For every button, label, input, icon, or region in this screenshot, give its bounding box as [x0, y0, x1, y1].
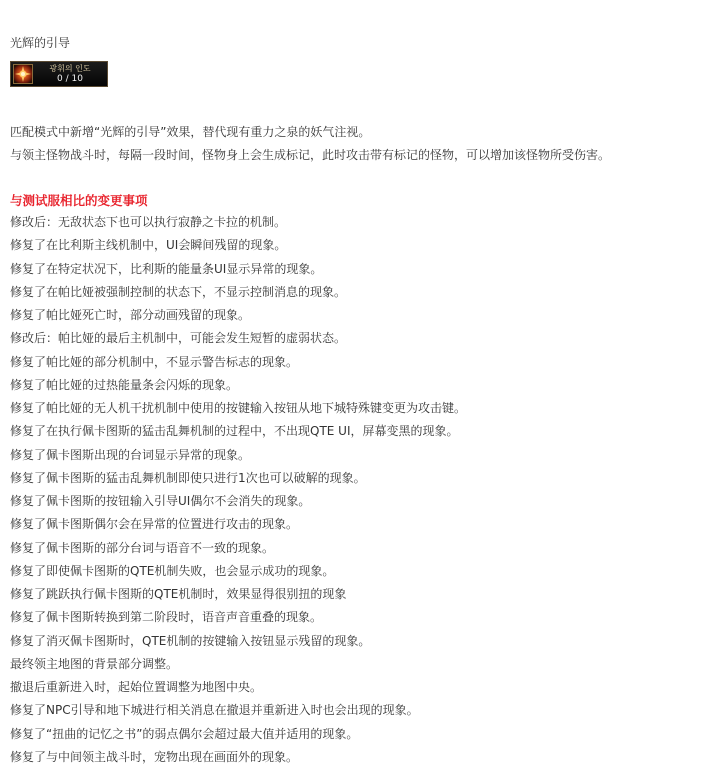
change-item: 最终领主地图的背景部分调整。 [10, 656, 179, 671]
change-item: 修复了与中间领主战斗时，宠物出现在画面外的现象。 [10, 749, 299, 764]
change-item: 撤退后重新进入时，起始位置调整为地图中央。 [10, 680, 263, 694]
change-item: 修复了佩卡图斯的部分台词与语音不一致的现象。 [10, 540, 275, 555]
change-item: 修复了在帕比娅被强制控制的状态下，不显示控制消息的现象。 [10, 284, 347, 299]
change-item: 修复了帕比娅的过热能量条会闪烁的现象。 [10, 377, 239, 392]
badge-label: 광휘의 인도 [49, 64, 91, 73]
change-item: 修复了在比利斯主线机制中，UI会瞬间残留的现象。 [10, 238, 287, 253]
change-item: 修复了佩卡图斯转换到第二阶段时，语音声音重叠的现象。 [10, 610, 323, 625]
guidance-badge [10, 61, 108, 87]
glowing-star-icon [13, 64, 33, 84]
change-item: 修复了帕比娅的部分机制中，不显示警告标志的现象。 [10, 354, 299, 369]
change-item: 修改后：帕比娅的最后主机制中，可能会发生短暂的虚弱状态。 [10, 331, 347, 346]
change-list [10, 213, 466, 771]
change-item: 修复了在特定状况下，比利斯的能量条UI显示异常的现象。 [10, 261, 323, 276]
change-item: 修复了即使佩卡图斯的QTE机制失败，也会显示成功的现象。 [10, 563, 335, 578]
change-item: 修复了佩卡图斯的猛击乱舞机制即使只进行1次也可以破解的现象。 [10, 470, 366, 485]
star-burst-glyph [14, 65, 32, 83]
change-item: 修复了帕比娅的无人机干扰机制中使用的按键输入按钮从地下城特殊键变更为攻击键。 [10, 401, 467, 415]
change-item: 修复了跳跃执行佩卡图斯的QTE机制时，效果显得很别扭的现象 [10, 587, 347, 601]
change-item: 修复了佩卡图斯出现的台词显示异常的现象。 [10, 447, 251, 462]
change-item: 修改后：无敌状态下也可以执行寂静之卡拉的机制。 [10, 215, 287, 229]
changes-heading: 与测试服相比的变更事项 [10, 193, 148, 208]
change-item: 修复了佩卡图斯偶尔会在异常的位置进行攻击的现象。 [10, 517, 299, 532]
badge-count: 0 / 10 [57, 74, 83, 84]
change-item: 修复了佩卡图斯的按钮输入引导UI偶尔不会消失的现象。 [10, 494, 311, 508]
intro-line: 匹配模式中新增“光辉的引导”效果，替代现有重力之泉的妖气注视。 [10, 125, 371, 139]
change-item: 修复了“扭曲的记忆之书”的弱点偶尔会超过最大值并适用的现象。 [10, 726, 359, 741]
change-item: 修复了在执行佩卡图斯的猛击乱舞机制的过程中，不出现QTE UI，屏幕变黑的现象。 [10, 424, 459, 439]
intro-line: 与领主怪物战斗时，每隔一段时间，怪物身上会生成标记，此时攻击带有标记的怪物，可以增加该怪物所受伤害。 [10, 148, 611, 162]
section-title: 光辉的引导 [10, 36, 71, 50]
change-item: 修复了帕比娅死亡时，部分动画残留的现象。 [10, 308, 251, 322]
change-item: 修复了消灭佩卡图斯时，QTE机制的按键输入按钮显示残留的现象。 [10, 633, 371, 648]
change-item: 修复了NPC引导和地下城进行相关消息在撤退并重新进入时也会出现的现象。 [10, 703, 419, 718]
